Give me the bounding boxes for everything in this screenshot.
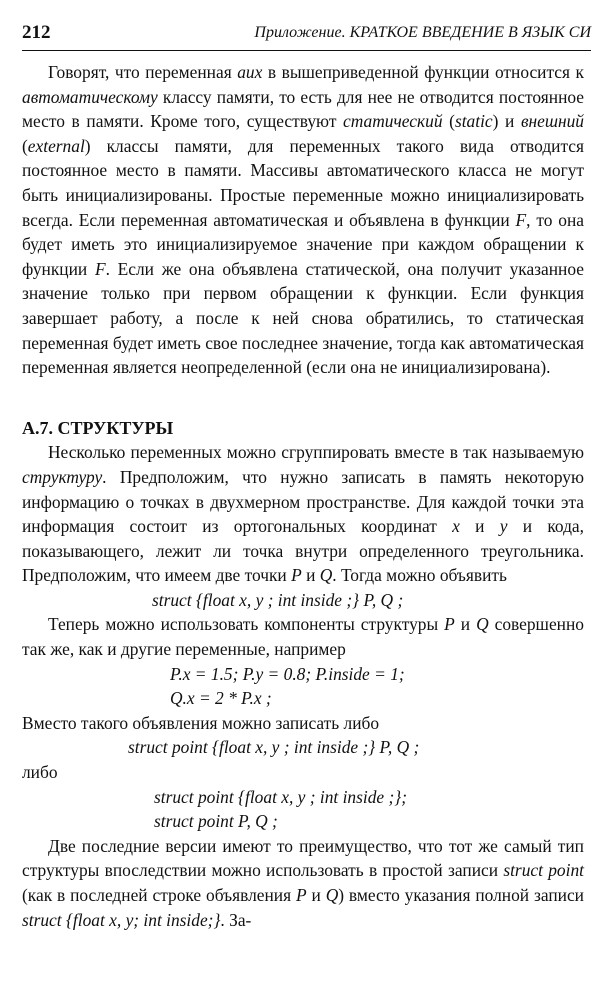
code-line-4: struct point {float x, y ; int inside ;} P, Q ; bbox=[128, 737, 420, 758]
paragraph-or: либо bbox=[22, 762, 58, 783]
page-header bbox=[0, 0, 605, 56]
section-heading: А.7. СТРУКТУРЫ bbox=[22, 417, 174, 438]
paragraph-usage: Теперь можно использовать компоненты структуры P и Q совершенно так же, как и другие переменные, например bbox=[22, 614, 584, 660]
code-line-3: Q.x = 2 * P.x ; bbox=[170, 688, 272, 709]
paragraph-structures-intro: Несколько переменных можно сгруппировать вместе в так называемую структуру. Предположим, что нужно записать в память некоторую информацию о точках в двухмерном пространстве. Для каждой точки эта информация состоит из ортогональных координат x и y и кода, показывающего, лежит ли точка внутри определенного треугольника. Предположим, что имеем две точки P и Q. Тогда можно объявить bbox=[22, 442, 584, 586]
code-line-1: struct {float x, y ; int inside ;} P, Q ; bbox=[152, 589, 404, 610]
paragraph-storage-classes: Говорят, что переменная aux в вышеприведенной функции относится к автоматическому классу памяти, то есть для нее не отводится постоянное место в памяти. Кроме того, существуют статический (static) и внешний (external) классы памяти, для переменных такого вида отводится постоянное место в памяти. Массивы автоматического класса не могут быть инициализированы. Простые переменные можно инициализировать всегда. Если переменная автоматическая и объявлена в функции F, то она будет иметь это инициализируемое значение при каждом обращении к функции F. Если же она объявлена статической, она получит указанное значение только при первом обращении к функции. Если функция завершает работу, а после к ней снова обратились, то статическая переменная будет иметь свое последнее значение, тогда как автоматическая переменная является неопределенной (если она не инициализирована). bbox=[22, 62, 584, 378]
code-line-5: struct point {float x, y ; int inside ;}; bbox=[154, 786, 407, 807]
page-number: 212 bbox=[22, 22, 51, 43]
code-line-6: struct point P, Q ; bbox=[154, 811, 278, 832]
page-body bbox=[22, 60, 584, 932]
running-title: Приложение. КРАТКОЕ ВВЕДЕНИЕ В ЯЗЫК СИ bbox=[254, 24, 591, 41]
paragraph-advantage: Две последние версии имеют то преимущество, что тот же самый тип структуры впоследствии можно использовать в простой записи struct point (как в последней строке объявления P и Q) вместо указания полной записи struct {float x, y; int inside;}. За- bbox=[22, 835, 584, 930]
code-line-2: P.x = 1.5; P.y = 0.8; P.inside = 1; bbox=[170, 663, 405, 684]
header-rule bbox=[22, 50, 591, 51]
paragraph-alternative: Вместо такого объявления можно записать либо bbox=[22, 712, 380, 733]
